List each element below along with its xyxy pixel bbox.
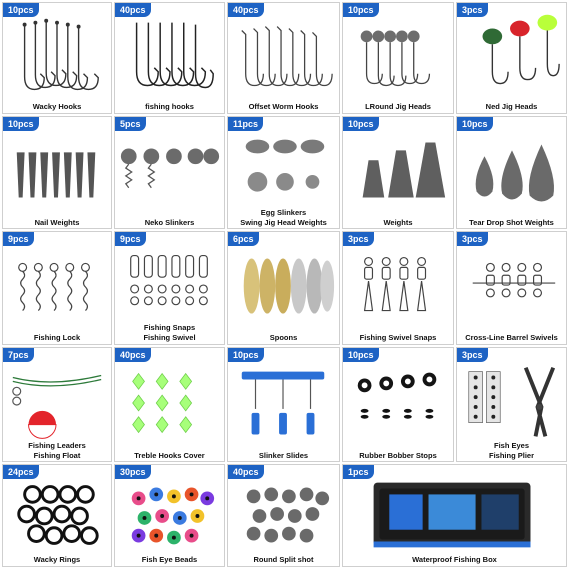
wacky-rings-image xyxy=(3,465,111,566)
count-badge: 10pcs xyxy=(343,3,379,17)
cell-wacky-rings xyxy=(2,464,112,567)
count-badge: 7pcs xyxy=(3,348,34,362)
cell-tear-drop-weights xyxy=(456,116,567,229)
count-badge: 24pcs xyxy=(3,465,39,479)
split-shot-image xyxy=(228,465,339,566)
spoons-image xyxy=(228,232,339,344)
count-badge: 3pcs xyxy=(457,348,488,362)
product-label: Spoons xyxy=(269,333,298,342)
product-label: Nail Weights xyxy=(34,218,80,227)
tear-drop-weights-image xyxy=(457,117,566,228)
count-badge: 5pcs xyxy=(115,117,146,131)
cell-offset-worm-hooks xyxy=(227,2,340,114)
cell-neko-slinkers xyxy=(114,116,225,229)
product-label: fishing hooks xyxy=(145,102,194,111)
cell-leaders xyxy=(2,347,112,462)
swivel-snaps-image xyxy=(343,232,453,344)
product-label: Wacky Hooks xyxy=(32,102,82,111)
offset-worm-hooks-image xyxy=(228,3,339,113)
count-badge: 1pcs xyxy=(343,465,374,479)
cell-fishing-hooks xyxy=(114,2,225,114)
product-label: Fish Eyes xyxy=(493,441,530,450)
cell-wacky-hooks xyxy=(2,2,112,114)
cell-eye-beads xyxy=(114,464,225,567)
cell-lround-jig-heads xyxy=(342,2,454,114)
product-label: Slinker Slides xyxy=(258,451,309,460)
product-label: Neko Slinkers xyxy=(144,218,195,227)
cell-treble-cover xyxy=(114,347,225,462)
count-badge: 9pcs xyxy=(115,232,146,246)
count-badge: 10pcs xyxy=(3,117,39,131)
cell-fish-eyes xyxy=(456,347,567,462)
cell-nail-weights xyxy=(2,116,112,229)
product-label: Round Split shot xyxy=(253,555,314,564)
count-badge: 40pcs xyxy=(228,3,264,17)
product-label: Treble Hooks Cover xyxy=(134,451,205,460)
wacky-hooks-image xyxy=(3,3,111,113)
product-label: Offset Worm Hooks xyxy=(248,102,319,111)
bobber-stops-image xyxy=(343,348,453,461)
slinker-slides-image xyxy=(228,348,339,461)
count-badge: 3pcs xyxy=(457,3,488,17)
product-label-secondary: Fishing Float xyxy=(33,451,81,460)
count-badge: 40pcs xyxy=(115,3,151,17)
ned-jig-heads-image xyxy=(457,3,566,113)
fishing-lock-image xyxy=(3,232,111,344)
count-badge: 10pcs xyxy=(228,348,264,362)
count-badge: 10pcs xyxy=(457,117,493,131)
count-badge: 40pcs xyxy=(228,465,264,479)
weights-image xyxy=(343,117,453,228)
count-badge: 10pcs xyxy=(343,348,379,362)
product-label: Cross-Line Barrel Swivels xyxy=(465,333,558,342)
cell-weights xyxy=(342,116,454,229)
cell-fishing-lock xyxy=(2,231,112,345)
cell-split-shot xyxy=(227,464,340,567)
barrel-swivels-image xyxy=(457,232,566,344)
cell-bobber-stops xyxy=(342,347,454,462)
neko-slinkers-image xyxy=(115,117,224,228)
fishing-box-image xyxy=(343,465,566,566)
product-label: Fishing Snaps xyxy=(143,323,196,332)
product-label: Fishing Leaders xyxy=(28,441,86,450)
product-label-secondary: Swing Jig Head Weights xyxy=(240,218,327,227)
lround-jig-heads-image xyxy=(343,3,453,113)
count-badge: 6pcs xyxy=(228,232,259,246)
product-label-secondary: Fishing Swivel xyxy=(143,333,196,342)
cell-fishing-box xyxy=(342,464,567,567)
product-label: Fishing Swivel Snaps xyxy=(359,333,437,342)
count-badge: 11pcs xyxy=(228,117,263,131)
product-label: Weights xyxy=(383,218,413,227)
cell-fishing-snaps xyxy=(114,231,225,345)
product-label: Fish Eye Beads xyxy=(141,555,198,564)
eye-beads-image xyxy=(115,465,224,566)
product-label: Ned Jig Heads xyxy=(485,102,538,111)
cell-ned-jig-heads xyxy=(456,2,567,114)
product-label: Fishing Lock xyxy=(33,333,81,342)
cell-barrel-swivels xyxy=(456,231,567,345)
count-badge: 3pcs xyxy=(457,232,488,246)
cell-spoons xyxy=(227,231,340,345)
nail-weights-image xyxy=(3,117,111,228)
count-badge: 9pcs xyxy=(3,232,34,246)
treble-cover-image xyxy=(115,348,224,461)
product-label: LRound Jig Heads xyxy=(365,102,431,111)
count-badge: 10pcs xyxy=(343,117,379,131)
count-badge: 3pcs xyxy=(343,232,374,246)
product-label: Tear Drop Shot Weights xyxy=(469,218,554,227)
product-label: Waterproof Fishing Box xyxy=(412,555,497,564)
count-badge: 40pcs xyxy=(115,348,151,362)
product-label: Rubber Bobber Stops xyxy=(359,451,437,460)
fishing-hooks-image xyxy=(115,3,224,113)
cell-egg-slinkers xyxy=(227,116,340,229)
product-label-secondary: Fishing Plier xyxy=(488,451,534,460)
count-badge: 10pcs xyxy=(3,3,39,17)
count-badge: 30pcs xyxy=(115,465,151,479)
product-label: Wacky Rings xyxy=(33,555,81,564)
product-label: Egg Slinkers xyxy=(260,208,307,217)
cell-slinker-slides xyxy=(227,347,340,462)
cell-swivel-snaps xyxy=(342,231,454,345)
